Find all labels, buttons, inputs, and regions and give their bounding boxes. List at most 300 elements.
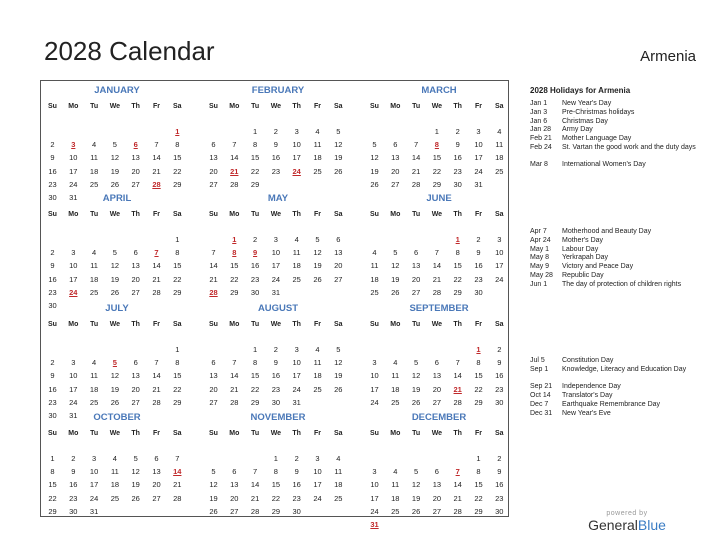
calendar-day: 10 [69,371,78,381]
calendar-day: 12 [209,480,218,490]
calendar-day: 14 [152,371,161,381]
calendar-day: 26 [110,287,120,297]
weekday-header: Th [453,103,462,110]
calendar-day: 11 [313,140,322,150]
calendar-day: 13 [432,480,442,490]
calendar-day: 9 [455,140,460,150]
weekday-header: Th [131,430,140,437]
calendar-day: 10 [474,140,483,150]
holiday-date: Mar 8 [530,161,548,169]
calendar-day: 29 [474,397,483,407]
holiday-item [530,401,702,410]
calendar-day: 19 [209,493,218,503]
holiday-item [530,263,702,272]
calendar-day: 2 [253,235,258,244]
calendar-day: 10 [69,153,78,163]
holiday-day: 7 [154,248,159,258]
calendar-day: 14 [152,261,161,271]
calendar-day: 20 [131,166,140,176]
calendar-day: 29 [173,179,182,189]
calendar-day: 28 [432,287,442,297]
holiday-day: 5 [112,358,117,368]
calendar-day: 2 [476,235,481,244]
calendar-day: 12 [110,153,120,163]
holiday-date: May 1 [530,245,550,253]
calendar-day: 11 [495,140,504,150]
calendar-day: 3 [71,358,76,368]
holiday-date: May 28 [530,272,553,279]
holiday-name: Constitution Day [562,357,614,364]
holiday-item [530,246,702,255]
calendar-day: 2 [50,140,55,150]
calendar-day: 13 [334,248,343,258]
weekday-header: Fr [314,430,321,437]
calendar-day: 27 [411,287,421,297]
calendar-day: 29 [271,506,281,516]
calendar-day: 22 [474,384,483,394]
calendar-day: 13 [131,371,140,381]
calendar-day: 11 [370,261,379,271]
calendar-day: 23 [495,384,504,394]
calendar-day: 17 [89,480,99,490]
calendar-day: 22 [173,166,182,176]
holiday-date: Feb 24 [530,144,552,151]
calendar-day: 5 [414,358,419,368]
calendar-day: 12 [110,261,120,271]
calendar-day: 13 [131,153,140,163]
holiday-day: 7 [455,467,460,477]
weekday-header: Mo [390,103,401,110]
holiday-item [530,254,702,263]
calendar-day: 28 [453,506,462,516]
weekday-header: Mo [390,321,401,328]
calendar-day: 1 [273,454,278,463]
calendar-day: 11 [391,480,400,490]
holiday-date: May 9 [530,263,550,271]
calendar-day: 8 [253,358,258,368]
holiday-day: 6 [133,140,138,150]
weekday-header: We [109,211,121,218]
holiday-item [530,228,702,237]
calendar-day: 27 [131,397,140,407]
calendar-day: 30 [250,287,260,297]
holiday-name: New Year's Eve [562,409,611,417]
holiday-item [530,357,702,366]
month-name: AUGUST [257,303,299,314]
weekday-header: We [431,321,443,328]
weekday-header: Fr [153,321,160,328]
calendar-day: 26 [411,506,421,516]
calendar-day: 26 [411,397,421,407]
holiday-name: Earthquake Remembrance Day [562,400,661,408]
calendar-day: 25 [89,179,99,189]
calendar-day: 31 [69,411,78,420]
calendar-day: 2 [71,454,76,463]
holiday-item [530,383,702,392]
holiday-name: The day of protection of children rights [562,280,682,288]
calendar-day: 3 [315,454,320,463]
weekday-header: Su [209,430,218,437]
calendar-day: 21 [152,166,161,176]
calendar-day: 8 [175,358,180,368]
month-name: OCTOBER [93,412,141,423]
brand-logo [585,517,669,533]
calendar-day: 6 [434,358,439,368]
calendar-day: 21 [230,384,239,394]
calendar-day: 27 [152,493,161,503]
calendar-day: 3 [71,248,76,258]
calendar-day: 8 [273,467,278,477]
weekday-header: Su [48,211,57,218]
calendar-day: 14 [432,261,442,271]
calendar-day: 19 [411,384,421,394]
calendar-day: 25 [292,274,301,284]
calendar-day: 4 [393,358,398,368]
calendar-day: 7 [175,454,180,463]
calendar-day: 15 [173,153,182,163]
holiday-date: Dec 7 [530,400,549,408]
weekday-header: We [270,430,282,437]
weekday-header: Th [131,211,140,218]
calendar-day: 29 [173,397,182,407]
holiday-date: Apr 24 [530,236,551,244]
calendar-day: 29 [474,506,483,516]
calendar-day: 1 [175,345,180,354]
holiday-item [530,109,702,118]
weekday-header: We [431,430,443,437]
calendar-day: 31 [89,506,99,516]
calendar-day: 14 [250,480,260,490]
calendar-day: 30 [474,287,483,297]
month-name: MARCH [421,85,457,96]
weekday-header: Fr [314,321,321,328]
calendar-day: 15 [173,371,182,381]
calendar-day: 2 [50,248,55,258]
calendar-day: 24 [370,506,379,516]
calendar-day: 2 [497,454,502,463]
calendar-day: 3 [372,358,377,368]
calendar-day: 7 [211,248,216,258]
calendar-day: 13 [209,153,218,163]
calendar-day: 28 [152,397,161,407]
calendar-day: 7 [232,358,237,368]
calendar-day: 28 [250,506,260,516]
calendar-day: 4 [497,127,502,136]
weekday-header: We [431,103,443,110]
weekday-header: Su [370,321,379,328]
calendar-day: 6 [133,358,138,368]
weekday-header: Mo [229,430,240,437]
calendar-day: 24 [271,274,281,284]
holiday-item [530,144,702,153]
calendar-day: 14 [453,480,462,490]
calendar-day: 18 [391,384,400,394]
weekday-header: Fr [475,211,482,218]
calendar-day: 23 [271,166,281,176]
holiday-name: Mother's Day [562,236,604,244]
calendar-day: 1 [175,235,180,244]
calendar-day: 10 [370,371,379,381]
holiday-name: Mother Language Day [562,135,632,143]
calendar-day: 4 [315,127,320,136]
holiday-date: Jan 1 [530,100,548,107]
holiday-item [530,272,702,281]
calendar-day: 19 [334,153,343,163]
calendar-day: 30 [69,506,78,516]
holiday-day: 21 [230,166,239,176]
calendar-day: 4 [336,454,341,463]
weekday-header: Fr [153,103,160,110]
calendar-day: 6 [133,248,138,258]
calendar-day: 16 [292,480,301,490]
calendar-day: 12 [110,371,120,381]
weekday-header: Fr [314,211,321,218]
holiday-item [530,126,702,135]
calendar-day: 31 [292,397,301,407]
calendar-day: 1 [253,127,258,136]
weekday-header: We [109,321,121,328]
calendar-day: 15 [271,480,281,490]
holiday-item [530,366,702,375]
calendar-day: 6 [336,235,341,244]
weekday-header: Sa [173,430,182,437]
calendar-day: 17 [292,153,301,163]
holiday-date: Jun 1 [530,280,548,288]
holiday-date: Sep 1 [530,365,549,373]
holiday-name: St. Vartan the good work and the duty days [562,144,696,151]
calendar-day: 28 [173,493,182,503]
calendar-day: 2 [273,345,278,354]
calendar-day: 14 [209,261,218,271]
calendar-day: 29 [453,287,462,297]
calendar-day: 5 [336,127,341,136]
calendar-day: 3 [273,235,278,244]
calendar-day: 20 [432,384,442,394]
holiday-name: New Year's Day [562,100,612,107]
calendar-day: 3 [294,345,299,354]
calendar-day: 5 [315,235,320,244]
calendar-day: 20 [391,166,400,176]
calendar-day: 12 [131,467,140,477]
calendar-day: 4 [92,248,97,258]
calendar-day: 21 [411,166,421,176]
weekday-header: Su [370,430,379,437]
calendar-day: 31 [69,193,78,202]
calendar-day: 17 [69,166,78,176]
calendar-day: 18 [110,480,120,490]
calendar-day: 23 [271,384,281,394]
calendar-day: 27 [391,179,400,189]
calendar-day: 22 [230,274,239,284]
month-name: SEPTEMBER [409,303,469,314]
calendar-day: 16 [48,166,57,176]
weekday-header: Mo [68,103,79,110]
calendar-day: 27 [131,287,140,297]
calendar-day: 8 [476,467,481,477]
calendar-day: 30 [48,301,57,310]
weekday-header: Su [48,430,57,437]
holiday-date: May 8 [530,254,550,262]
calendar-day: 30 [271,397,281,407]
holiday-day: 1 [232,235,237,244]
calendar-day: 6 [211,358,216,368]
calendar-day: 9 [50,153,55,163]
weekday-header: Sa [495,321,504,328]
calendar-day: 9 [497,467,502,477]
calendar-day: 30 [48,193,57,202]
holidays-title: 2028 Holidays for Armenia [530,86,631,95]
weekday-header: Mo [229,103,240,110]
calendar-day: 18 [89,166,99,176]
calendar-day: 30 [495,397,504,407]
weekday-header: Sa [334,430,343,437]
calendar-day: 26 [334,166,343,176]
weekday-header: Sa [173,321,182,328]
calendar-day: 20 [209,166,218,176]
calendar-day: 19 [110,274,120,284]
holiday-name: Republic Day [562,272,604,279]
holiday-name: Army Day [562,126,593,134]
calendar-day: 17 [495,261,504,271]
brand-blue: Blue [637,517,666,533]
holiday-name: Christmas Day [562,117,608,125]
calendar-day: 26 [131,493,140,503]
calendar-day: 13 [152,467,161,477]
calendar-day: 24 [89,493,99,503]
holiday-day: 8 [434,140,439,150]
calendar-day: 23 [495,493,504,503]
calendar-day: 11 [313,358,322,368]
brand-general: General [588,517,638,533]
calendar-day: 20 [411,274,421,284]
calendar-day: 8 [175,140,180,150]
calendar-day: 2 [497,345,502,354]
calendar-day: 28 [230,179,239,189]
calendar-day: 15 [230,261,239,271]
calendar-day: 2 [50,358,55,368]
calendar-day: 9 [476,248,481,258]
weekday-header: Mo [68,211,79,218]
holiday-name: Independence Day [562,383,621,391]
month-name: MAY [267,193,289,204]
calendar-day: 13 [131,261,140,271]
holiday-day: 1 [476,345,481,354]
calendar-day: 26 [110,179,120,189]
calendar-day: 25 [313,384,322,394]
weekday-header: Mo [68,430,79,437]
calendar-day: 23 [250,274,260,284]
calendar-day: 3 [497,235,502,244]
calendar-day: 26 [370,179,379,189]
calendar-day: 22 [173,274,182,284]
calendar-day: 16 [48,274,57,284]
calendar-day: 31 [474,179,483,189]
calendar-day: 27 [209,179,218,189]
weekday-header: Tu [412,211,421,218]
weekday-header: Su [370,211,379,218]
holiday-day: 28 [209,287,218,297]
calendar-day: 14 [453,371,462,381]
calendar-day: 20 [432,493,442,503]
calendar-day: 2 [294,454,299,463]
weekday-header: Sa [495,430,504,437]
calendar-day: 5 [414,467,419,477]
weekday-header: Fr [475,103,482,110]
calendar-day: 22 [432,166,442,176]
calendar-day: 18 [89,384,99,394]
calendar-day: 31 [271,287,281,297]
calendar-day: 13 [209,371,218,381]
calendar-day: 16 [474,261,483,271]
calendar-day: 27 [209,397,218,407]
weekday-header: Mo [229,321,240,328]
calendar-day: 22 [250,384,260,394]
calendar-day: 25 [89,397,99,407]
calendar-day: 11 [110,467,119,477]
weekday-header: We [270,103,282,110]
weekday-header: Su [48,103,57,110]
calendar-day: 19 [334,371,343,381]
calendar-day: 6 [414,248,419,258]
holiday-day: 1 [175,127,180,136]
calendar-day: 9 [273,140,278,150]
calendar-day: 8 [175,248,180,258]
calendar-day: 5 [112,248,117,258]
calendar-day: 19 [411,493,421,503]
footer-brand [585,510,669,533]
calendar-day: 25 [370,287,379,297]
weekday-header: Th [131,321,140,328]
calendar-day: 20 [334,261,343,271]
powered-by-text: powered by [606,510,648,517]
weekday-header: Fr [153,430,160,437]
holiday-day: 28 [152,179,161,189]
calendar-day: 22 [173,384,182,394]
calendar-day: 17 [292,371,301,381]
month-name: DECEMBER [411,412,467,423]
weekday-header: Th [131,103,140,110]
weekday-header: Su [48,321,57,328]
weekday-header: Fr [475,321,482,328]
calendar-day: 22 [250,166,260,176]
calendar-day: 18 [495,153,504,163]
calendar-day: 3 [92,454,97,463]
calendar-day: 5 [112,140,117,150]
calendar-grid [40,80,509,529]
calendar-day: 17 [271,261,281,271]
holiday-item [530,100,702,109]
calendar-day: 7 [154,358,159,368]
calendar-day: 9 [273,358,278,368]
calendar-day: 16 [271,153,281,163]
calendar-day: 1 [434,127,439,136]
weekday-header: Tu [251,430,260,437]
calendar-day: 24 [495,274,504,284]
calendar-day: 18 [313,153,322,163]
weekday-header: Tu [90,430,99,437]
calendar-day: 10 [89,467,99,477]
weekday-header: Th [292,211,301,218]
calendar-day: 21 [453,493,462,503]
calendar-day: 16 [250,261,260,271]
calendar-day: 17 [313,480,322,490]
calendar-day: 28 [411,179,421,189]
holiday-day: 9 [253,248,258,258]
weekday-header: Th [292,103,301,110]
calendar-day: 11 [334,467,343,477]
calendar-day: 10 [313,467,322,477]
calendar-day: 17 [69,384,78,394]
